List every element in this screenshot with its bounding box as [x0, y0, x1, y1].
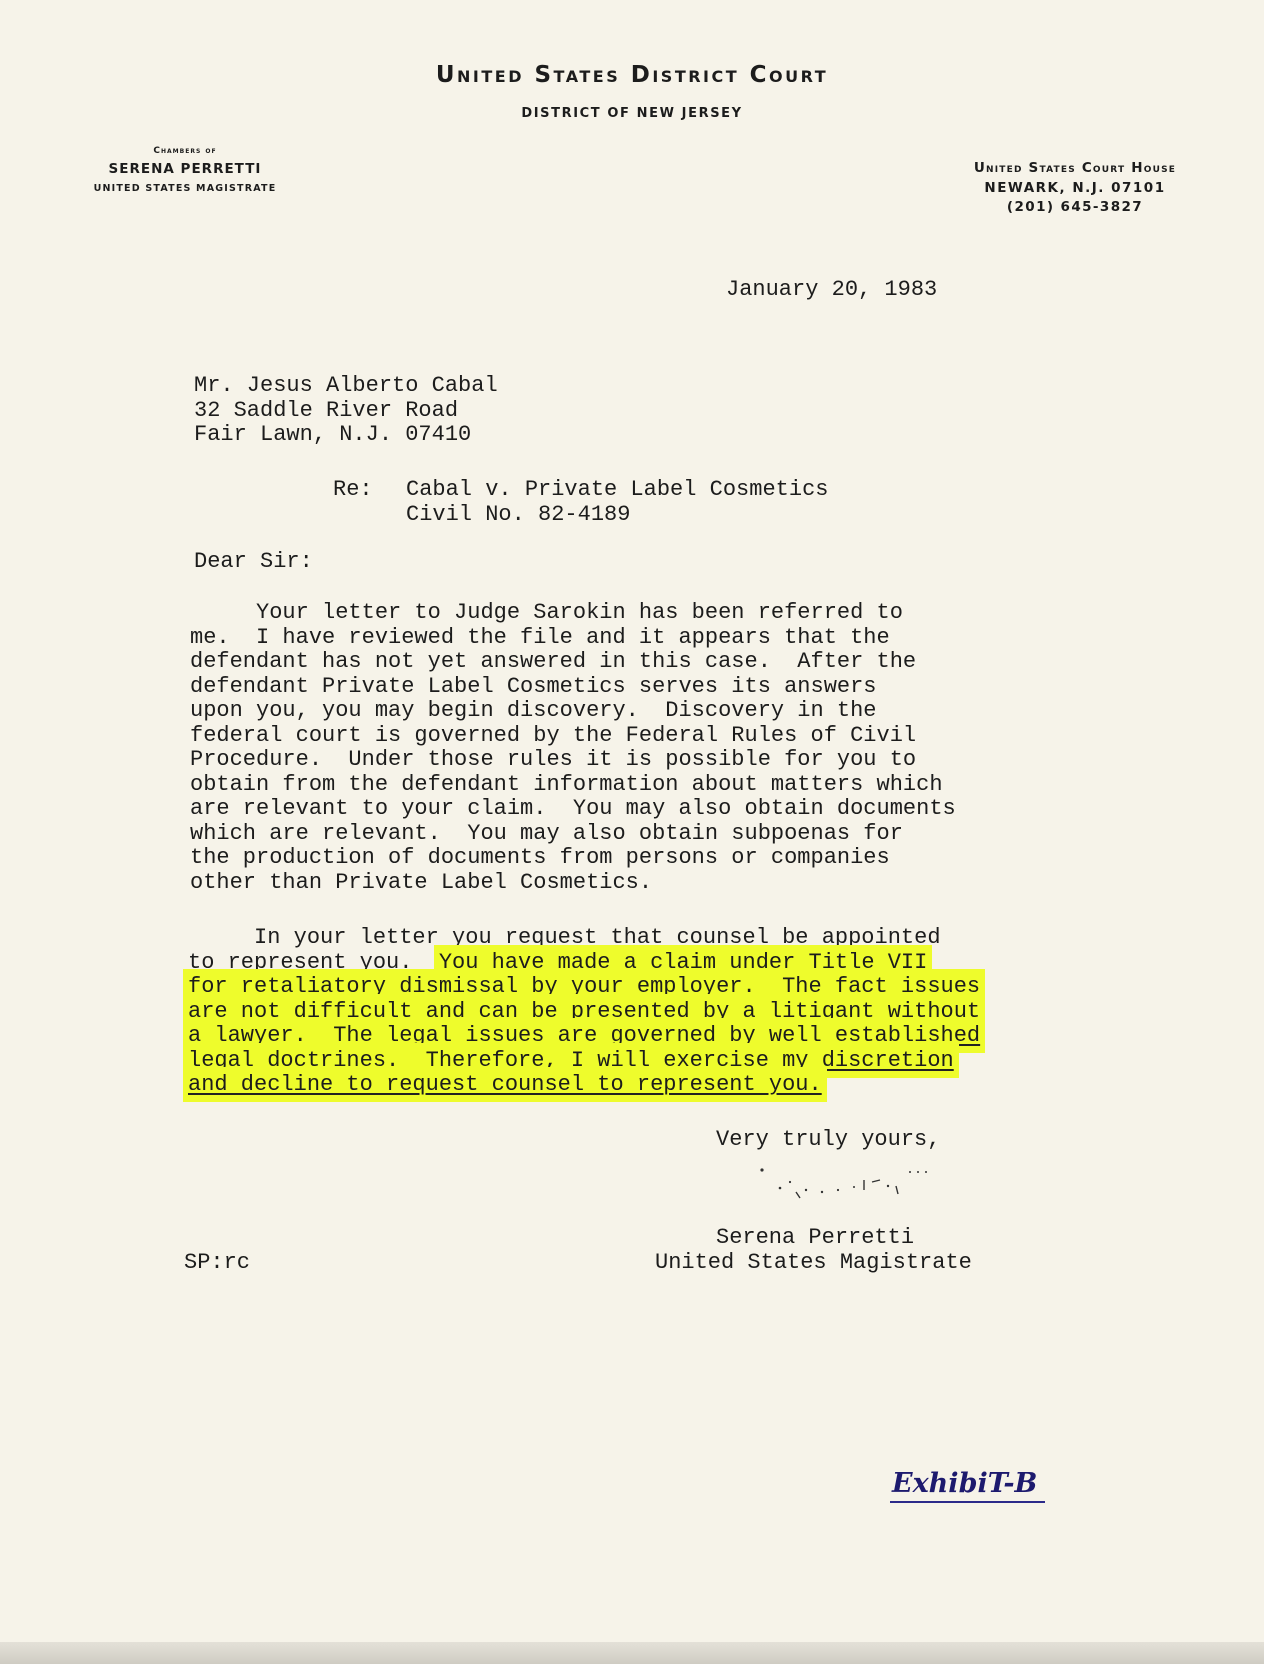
paragraph-line: obtain from the defendant information about matters which [190, 771, 943, 797]
re-label: Re: [333, 477, 373, 502]
paragraph-2 [188, 926, 980, 1098]
court-district: DISTRICT OF NEW JERSEY [521, 106, 743, 121]
paragraph-line-mixed [188, 951, 980, 976]
highlighted-text: and decline to request counsel to represent you. [188, 1072, 822, 1097]
highlighted-text: a lawyer. The legal issues are governed by well established [188, 1023, 981, 1048]
re-block [406, 478, 828, 527]
paragraph-line: me. I have reviewed the file and it appears that the [190, 624, 890, 650]
recipient-street: 32 Saddle River Road [194, 397, 459, 423]
signer-name: Serena Perretti [716, 1225, 915, 1250]
re-case: Cabal v. Private Label Cosmetics [406, 477, 829, 502]
paragraph-line: the production of documents from persons or companies [190, 845, 890, 870]
highlighted-text: legal doctrines. Therefore, I will exercise my discretion [188, 1047, 954, 1073]
courthouse-phone: (201) 645-3827 [1006, 199, 1144, 215]
paragraph-line: defendant Private Label Cosmetics serves its answers [190, 673, 877, 699]
court-title: United States District Court [435, 62, 829, 88]
recipient-city: Fair Lawn, N.J. 07410 [194, 422, 472, 447]
plain-text: to represent you. [188, 949, 439, 975]
paragraph-line: other than Private Label Cosmetics. [190, 869, 653, 895]
highlighted-line [188, 1024, 980, 1049]
highlighted-line [188, 975, 980, 1000]
highlighted-text: You have made a claim under Title VII [438, 949, 928, 975]
highlighted-text: are not difficult and can be presented by a litigant without [188, 998, 981, 1024]
paragraph-line: Your letter to Judge Sarokin has been referred to [190, 600, 903, 625]
signer-title: United States Magistrate [655, 1250, 972, 1275]
paragraph-1 [190, 601, 956, 895]
courthouse-name: United States Court House [973, 160, 1177, 176]
paragraph-line: which are relevant. You may also obtain subpoenas for [190, 820, 903, 846]
judge-title: UNITED STATES MAGISTRATE [93, 183, 277, 194]
highlighted-line [188, 1000, 980, 1025]
paragraph-line: defendant has not yet answered in this case. After the [190, 649, 917, 674]
closing: Very truly yours, [716, 1127, 941, 1152]
highlighted-text: for retaliatory dismissal by your employer. The fact issues [188, 974, 981, 999]
highlighted-line [188, 1073, 980, 1098]
letter-date: January 20, 1983 [726, 277, 938, 302]
typist-initials: SP:rc [184, 1250, 251, 1275]
exhibit-label: ExhibiT-B [890, 1468, 1045, 1503]
recipient-address [194, 374, 498, 448]
paragraph-line: In your letter you request that counsel be appointed [188, 925, 941, 950]
chambers-label: Chambers of [153, 146, 217, 156]
paragraph-line: are relevant to your claim. You may also obtain documents [190, 796, 956, 821]
highlighted-line [188, 1049, 980, 1074]
courthouse-city: NEWARK, N.J. 07101 [984, 180, 1166, 196]
paragraph-line: upon you, you may begin discovery. Discovery in the [190, 698, 877, 723]
re-civil-number: Civil No. 82-4189 [406, 501, 631, 527]
signature-marks [760, 1168, 970, 1208]
judge-name: SERENA PERRETTI [108, 161, 262, 177]
paragraph-line: federal court is governed by the Federal Rules of Civil [190, 722, 917, 748]
paragraph-line: Procedure. Under those rules it is possible for you to [190, 747, 917, 772]
salutation: Dear Sir: [194, 549, 313, 574]
recipient-name: Mr. Jesus Alberto Cabal [194, 373, 498, 398]
